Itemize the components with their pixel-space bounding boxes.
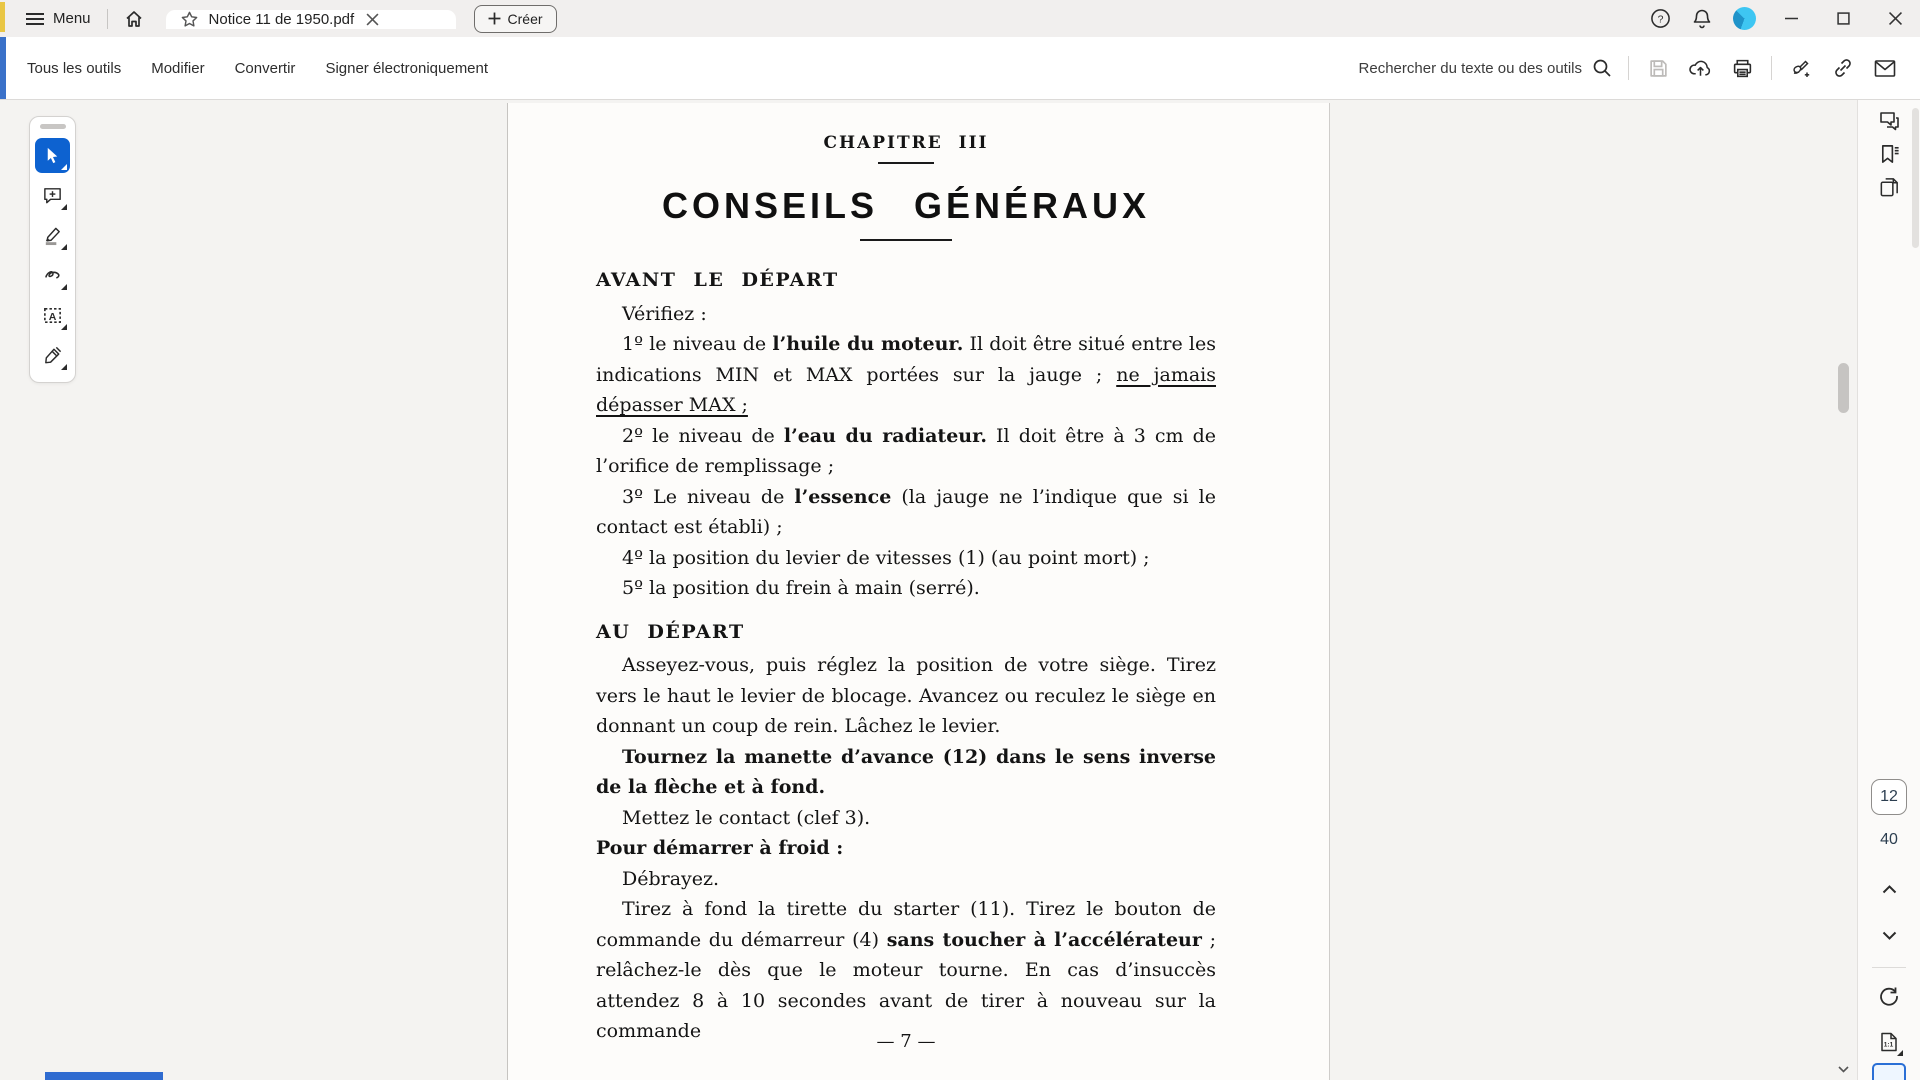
home-button[interactable] (112, 0, 156, 37)
menu-button[interactable] (14, 0, 103, 37)
quick-tools-panel (29, 116, 76, 383)
select-text-box-tool-button[interactable] (35, 298, 70, 333)
previous-page-button[interactable] (1871, 871, 1907, 907)
divider (1872, 967, 1906, 968)
doc-paragraph: Tirez à fond la tirette du starter (11). Tirez le bouton de commande du démarreur (4) sans toucher à l’accélérateur ; relâchez-le dès que le moteur tourne. En cas d’insuccès attendez 8 à 10 secondes avant de tirer à nouveau sur la commande (596, 898, 1216, 1042)
command-toolbar (0, 37, 1920, 100)
minimize-button[interactable] (1768, 0, 1814, 37)
doc-paragraph: Débrayez. (622, 867, 720, 890)
help-icon (1650, 8, 1671, 29)
doc-paragraph: Mettez le contact (clef 3). (622, 806, 871, 829)
doc-heading: AU DÉPART (596, 620, 745, 643)
cursor-icon (43, 146, 62, 165)
highlight-icon (42, 225, 63, 246)
maximize-icon (1837, 12, 1850, 25)
request-signature-button[interactable] (1784, 51, 1818, 85)
hamburger-icon (26, 12, 44, 26)
search-button[interactable] (1351, 58, 1620, 78)
print-button[interactable] (1725, 51, 1759, 85)
share-button[interactable] (1683, 51, 1717, 85)
divider (107, 9, 108, 29)
background-partial-element (1872, 1063, 1906, 1080)
select-tool-button[interactable] (35, 138, 70, 173)
link-icon (1832, 57, 1854, 79)
select-text-box-icon (42, 305, 63, 326)
page-content (596, 103, 1216, 1080)
menu-item-signer[interactable]: Signer électroniquement (325, 59, 489, 77)
page-down-icon (1882, 931, 1897, 940)
pdf-page[interactable] (507, 103, 1330, 1080)
avatar (1733, 7, 1756, 30)
title-rule (860, 239, 952, 241)
draw-icon (42, 265, 63, 286)
tab-title: Notice 11 de 1950.pdf (208, 11, 355, 28)
current-page-input[interactable] (1871, 779, 1907, 815)
chapter-heading: CHAPITRE III (823, 133, 989, 153)
menu-item-convertir[interactable]: Convertir (234, 59, 296, 77)
total-pages-label: 40 (1880, 831, 1898, 848)
menu-item-tous-les-outils[interactable]: Tous les outils (27, 59, 122, 77)
search-icon (1592, 58, 1612, 78)
doc-heading: AVANT LE DÉPART (596, 269, 839, 291)
plus-icon (488, 12, 501, 25)
close-tab-icon[interactable] (364, 11, 381, 28)
close-window-button[interactable] (1872, 0, 1918, 37)
doc-paragraph: Vérifiez : (622, 302, 707, 325)
chapter-rule (878, 162, 934, 164)
svg-text:A: A (48, 310, 57, 323)
doc-paragraph: Tournez la manette d’avance (12) dans le sens inverse de la flèche et à fond. (596, 745, 1216, 798)
document-viewport (0, 100, 1857, 1080)
notifications-button[interactable] (1684, 0, 1720, 37)
panel-scrollbar-thumb[interactable] (1912, 108, 1919, 248)
page-up-icon (1882, 885, 1897, 894)
bookmarks-icon (1878, 143, 1901, 166)
link-button[interactable] (1826, 51, 1860, 85)
home-icon (124, 9, 144, 29)
request-signature-icon (1790, 57, 1812, 79)
help-button[interactable] (1642, 0, 1678, 37)
draw-tool-button[interactable] (35, 258, 70, 293)
menu-label: Menu (53, 10, 91, 27)
scrollbar-down-button[interactable] (1836, 1060, 1851, 1078)
search-label: Rechercher du texte ou des outils (1358, 59, 1582, 77)
star-icon[interactable] (180, 10, 199, 29)
close-window-icon (1889, 12, 1902, 25)
titlebar (0, 0, 1920, 37)
page-title: CONSEILS GÉNÉRAUX (661, 185, 1151, 226)
vertical-scrollbar[interactable] (1836, 100, 1851, 1080)
background-window-strip (45, 1072, 163, 1080)
save-button[interactable] (1641, 51, 1675, 85)
svg-text:?: ? (1657, 13, 1663, 26)
email-icon (1874, 59, 1896, 78)
doc-paragraph: Asseyez-vous, puis réglez la position de votre siège. Tirez vers le haut le levier de blocage. Avancez ou reculez le siège en donnant un coup de rein. Lâchez le levier. (596, 654, 1216, 737)
drag-handle[interactable] (40, 124, 66, 129)
create-button[interactable] (474, 5, 557, 33)
doc-paragraph: 5º la position du frein à main (serré). (622, 577, 980, 599)
fill-sign-tool-button[interactable] (35, 338, 70, 373)
menu-item-modifier[interactable]: Modifier (151, 59, 205, 77)
save-icon (1648, 58, 1669, 79)
rotate-page-button[interactable] (1871, 978, 1907, 1014)
account-button[interactable] (1726, 0, 1762, 37)
add-comment-icon (42, 185, 63, 206)
add-comment-tool-button[interactable] (35, 178, 70, 213)
doc-paragraph: 1º le niveau de l’huile du moteur. Il doit être situé entre les indications MIN et MAX portées sur la jauge ; ne jamais dépasser MAX ; (596, 333, 1216, 416)
create-label: Créer (507, 10, 543, 27)
background-window-sliver (0, 2, 5, 32)
divider (1771, 56, 1772, 80)
share-upload-icon (1689, 58, 1712, 79)
background-window-sliver (0, 37, 6, 99)
print-icon (1732, 58, 1753, 79)
doc-paragraph: 3º Le niveau de l’essence (la jauge ne l’indique que si le contact est établi) ; (596, 485, 1216, 538)
document-body (596, 265, 1216, 1047)
next-page-button[interactable] (1871, 917, 1907, 953)
bell-icon (1692, 8, 1712, 29)
document-tab[interactable] (166, 10, 456, 29)
right-panel (1857, 100, 1920, 1080)
highlight-tool-button[interactable] (35, 218, 70, 253)
scrollbar-thumb[interactable] (1838, 363, 1849, 413)
page-thumbnails-icon (1878, 176, 1901, 199)
email-button[interactable] (1868, 51, 1902, 85)
bookmarks-button[interactable] (1871, 143, 1907, 166)
page-number-label: — 7 — (876, 1031, 936, 1052)
page-thumbnails-button[interactable] (1871, 176, 1907, 199)
doc-paragraph: 4º la position du levier de vitesses (1) (au point mort) ; (622, 546, 1150, 569)
divider (1628, 56, 1629, 80)
comments-button[interactable] (1871, 110, 1907, 133)
fill-sign-icon (42, 345, 63, 366)
doc-paragraph: 2º le niveau de l’eau du radiateur. Il doit être à 3 cm de l’orifice de remplissage ; (596, 424, 1217, 477)
comments-icon (1877, 110, 1901, 133)
minimize-icon (1785, 12, 1798, 25)
maximize-button[interactable] (1820, 0, 1866, 37)
doc-paragraph: Pour démarrer à froid : (596, 837, 844, 859)
svg-text:1:1: 1:1 (1883, 1041, 1894, 1049)
actual-size-button[interactable] (1871, 1024, 1907, 1060)
rotate-icon (1878, 985, 1900, 1007)
